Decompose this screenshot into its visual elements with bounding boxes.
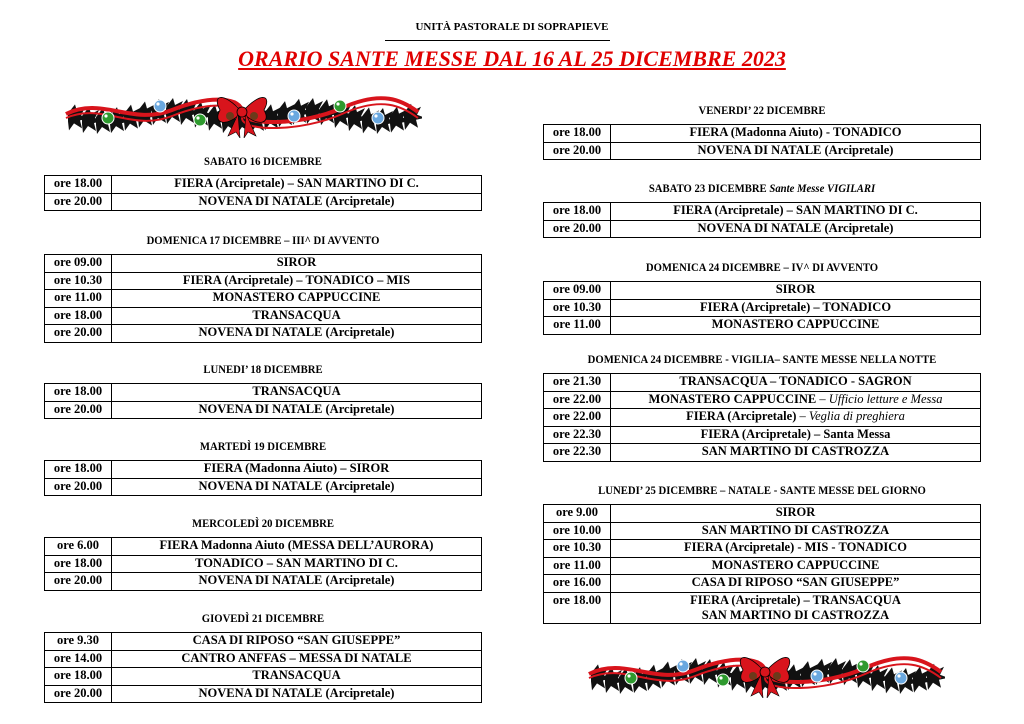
table-row — [45, 325, 482, 343]
table-row — [45, 555, 482, 573]
mass-location — [611, 125, 981, 143]
mass-location — [112, 685, 482, 703]
mass-location — [611, 220, 981, 238]
organization-name: UNITÀ PASTORALE DI SOPRAPIEVE — [415, 21, 609, 33]
mass-location — [112, 573, 482, 591]
mass-time: ore 22.30 — [544, 444, 611, 462]
table-row — [45, 685, 482, 703]
mass-time: ore 09.00 — [544, 282, 611, 300]
mass-time: ore 20.00 — [45, 193, 112, 211]
mass-schedule-table — [543, 504, 981, 624]
mass-schedule-table — [543, 202, 981, 238]
mass-location — [611, 203, 981, 221]
mass-time: ore 22.00 — [544, 391, 611, 409]
location-text: CANTRO ANFFAS – MESSA DI NATALE — [181, 650, 412, 665]
day-heading-text: SABATO 23 DICEMBRE — [648, 183, 767, 195]
day-section — [543, 182, 981, 238]
table-row — [45, 633, 482, 651]
mass-location — [611, 592, 981, 623]
day-heading-text: DOMENICA 24 DICEMBRE - VIGILIA– SANTE MESSE NELLA NOTTE — [587, 354, 937, 366]
table-row — [544, 374, 981, 392]
location-note: – Ufficio letture e Messa — [819, 391, 943, 406]
day-heading-text: DOMENICA 24 DICEMBRE – IV^ DI AVVENTO — [645, 262, 879, 274]
location-text-second-line: SAN MARTINO DI CASTROZZA — [701, 607, 890, 622]
mass-location — [112, 384, 482, 402]
day-heading-text: LUNEDI’ 25 DICEMBRE – NATALE - SANTE MESSE DEL GIORNO — [598, 485, 926, 497]
table-row — [544, 592, 981, 623]
day-heading — [59, 612, 466, 632]
location-text: FIERA (Arcipretale) — [686, 409, 797, 423]
mass-location — [112, 538, 482, 556]
mass-time: ore 18.00 — [45, 668, 112, 686]
table-row — [544, 142, 981, 160]
mass-location — [112, 461, 482, 479]
table-row — [544, 505, 981, 523]
day-heading-text: MARTEDÌ 19 DICEMBRE — [199, 441, 327, 453]
day-heading-note: Sante Messe VIGILARI — [769, 183, 876, 195]
mass-time: ore 10.30 — [544, 299, 611, 317]
day-heading-text: SABATO 16 DICEMBRE — [204, 156, 322, 168]
table-row — [544, 557, 981, 575]
location-text: FIERA (Arcipretale) – SAN MARTINO DI C. — [673, 203, 918, 217]
mass-location — [112, 668, 482, 686]
mass-location — [112, 272, 482, 290]
mass-time: ore 18.00 — [45, 307, 112, 325]
location-text: TRANSACQUA — [252, 307, 341, 322]
mass-time: ore 20.00 — [45, 325, 112, 343]
location-text: SIROR — [775, 505, 816, 519]
mass-time: ore 21.30 — [544, 374, 611, 392]
mass-location — [112, 176, 482, 194]
table-row — [544, 409, 981, 427]
mass-location — [611, 142, 981, 160]
mass-location — [112, 478, 482, 496]
mass-time: ore 18.00 — [45, 384, 112, 402]
location-text: NOVENA DI NATALE (Arcipretale) — [697, 220, 894, 235]
mass-location — [112, 555, 482, 573]
table-row — [45, 478, 482, 496]
location-text: NOVENA DI NATALE (Arcipretale) — [198, 193, 395, 208]
mass-location — [112, 307, 482, 325]
table-row — [45, 668, 482, 686]
mass-time: ore 09.00 — [45, 255, 112, 273]
location-text: NOVENA DI NATALE (Arcipretale) — [198, 478, 395, 493]
mass-schedule-table — [44, 632, 482, 703]
mass-time: ore 20.00 — [45, 685, 112, 703]
table-row — [45, 573, 482, 591]
mass-location — [611, 505, 981, 523]
table-row — [544, 426, 981, 444]
day-heading — [558, 484, 965, 504]
day-heading-text: VENERDI’ 22 DICEMBRE — [698, 105, 826, 117]
mass-location — [611, 391, 981, 409]
mass-time: ore 16.00 — [544, 575, 611, 593]
mass-time: ore 18.00 — [544, 592, 611, 623]
mass-schedule-table — [44, 460, 482, 496]
location-text: NOVENA DI NATALE (Arcipretale) — [198, 401, 395, 416]
day-heading-text: GIOVEDÌ 21 DICEMBRE — [201, 613, 325, 625]
day-section — [44, 234, 482, 343]
table-row — [544, 522, 981, 540]
mass-time: ore 10.00 — [544, 522, 611, 540]
mass-location — [611, 444, 981, 462]
location-text: FIERA (Madonna Aiuto) - TONADICO — [689, 125, 902, 139]
mass-location — [611, 426, 981, 444]
day-heading — [558, 353, 965, 373]
location-text: NOVENA DI NATALE (Arcipretale) — [198, 685, 395, 700]
mass-location — [611, 522, 981, 540]
location-text: FIERA (Arcipretale) – TRANSACQUA — [690, 592, 901, 607]
location-text: SIROR — [775, 282, 816, 296]
day-section — [543, 353, 981, 462]
mass-time: ore 20.00 — [45, 478, 112, 496]
mass-location — [112, 290, 482, 308]
location-text: SAN MARTINO DI CASTROZZA — [701, 444, 890, 458]
table-row — [544, 540, 981, 558]
mass-location — [112, 325, 482, 343]
mass-time: ore 22.00 — [544, 409, 611, 427]
location-text: MONASTERO CAPPUCCINE — [711, 317, 880, 331]
mass-time: ore 11.00 — [544, 557, 611, 575]
location-text: MONASTERO CAPPUCCINE — [711, 557, 880, 572]
mass-time: ore 18.00 — [544, 125, 611, 143]
day-section — [44, 363, 482, 419]
mass-time: ore 9.00 — [544, 505, 611, 523]
location-text: FIERA (Arcipretale) – Santa Messa — [700, 426, 891, 441]
mass-location — [611, 317, 981, 335]
table-row — [544, 575, 981, 593]
location-text: SAN MARTINO DI CASTROZZA — [701, 522, 890, 537]
table-row — [544, 220, 981, 238]
mass-time: ore 18.00 — [544, 203, 611, 221]
mass-time: ore 20.00 — [544, 220, 611, 238]
location-text: CASA DI RIPOSO “SAN GIUSEPPE” — [691, 575, 900, 589]
day-heading-text: LUNEDI’ 18 DICEMBRE — [203, 364, 323, 376]
table-row — [544, 299, 981, 317]
table-row — [544, 317, 981, 335]
location-text: TRANSACQUA — [252, 384, 341, 398]
mass-location — [611, 557, 981, 575]
christmas-garland-icon — [585, 648, 945, 698]
day-section — [44, 612, 482, 703]
table-row — [45, 272, 482, 290]
location-text: SIROR — [276, 255, 317, 269]
location-text: TONADICO – SAN MARTINO DI C. — [195, 555, 398, 570]
mass-location — [112, 633, 482, 651]
mass-time: ore 20.00 — [544, 142, 611, 160]
location-text: MONASTERO CAPPUCCINE — [648, 391, 817, 406]
location-text: FIERA (Arcipretale) – TONADICO — [699, 299, 892, 314]
location-text: MONASTERO CAPPUCCINE — [212, 290, 381, 304]
day-heading-text: MERCOLEDÌ 20 DICEMBRE — [191, 518, 335, 530]
day-section — [543, 261, 981, 335]
location-text: NOVENA DI NATALE (Arcipretale) — [198, 573, 395, 587]
mass-schedule-table — [44, 175, 482, 211]
mass-time: ore 11.00 — [544, 317, 611, 335]
location-text: FIERA (Arcipretale) – TONADICO – MIS — [182, 272, 411, 287]
mass-time: ore 11.00 — [45, 290, 112, 308]
location-text: FIERA (Madonna Aiuto) – SIROR — [203, 461, 390, 475]
page-title: ORARIO SANTE MESSE DAL 16 AL 25 DICEMBRE 2023 — [238, 46, 786, 71]
day-section — [543, 104, 981, 160]
day-heading — [558, 104, 965, 124]
location-text: FIERA Madonna Aiuto (MESSA DELL’AURORA) — [159, 538, 434, 552]
table-row — [544, 444, 981, 462]
mass-time: ore 14.00 — [45, 650, 112, 668]
mass-location — [611, 540, 981, 558]
mass-location — [611, 374, 981, 392]
table-row — [45, 461, 482, 479]
mass-schedule-table — [543, 281, 981, 335]
mass-schedule-table — [44, 537, 482, 591]
day-heading — [59, 234, 466, 254]
location-text: NOVENA DI NATALE (Arcipretale) — [198, 325, 395, 339]
mass-time: ore 10.30 — [544, 540, 611, 558]
mass-time: ore 18.00 — [45, 555, 112, 573]
table-row — [45, 255, 482, 273]
day-heading — [558, 261, 965, 281]
right-column — [543, 0, 981, 724]
location-text: FIERA (Arcipretale) – SAN MARTINO DI C. — [174, 176, 419, 190]
location-text: FIERA (Arcipretale) - MIS - TONADICO — [683, 540, 908, 554]
day-section — [44, 517, 482, 591]
christmas-garland-icon — [62, 88, 422, 138]
location-text: TRANSACQUA — [252, 668, 341, 682]
mass-time: ore 10.30 — [45, 272, 112, 290]
mass-schedule-table — [44, 254, 482, 343]
day-section — [543, 484, 981, 624]
day-heading-text: DOMENICA 17 DICEMBRE – III^ DI AVVENTO — [146, 235, 380, 247]
day-section — [44, 155, 482, 211]
mass-time: ore 6.00 — [45, 538, 112, 556]
table-row — [544, 391, 981, 409]
mass-location — [611, 409, 981, 427]
table-row — [544, 203, 981, 221]
mass-location — [112, 193, 482, 211]
mass-location — [112, 255, 482, 273]
table-row — [45, 307, 482, 325]
location-text: CASA DI RIPOSO “SAN GIUSEPPE” — [192, 633, 401, 647]
location-text: TRANSACQUA – TONADICO - SAGRON — [679, 374, 912, 388]
mass-time: ore 9.30 — [45, 633, 112, 651]
day-heading — [59, 440, 466, 460]
table-row — [544, 125, 981, 143]
mass-time: ore 22.30 — [544, 426, 611, 444]
table-row — [45, 538, 482, 556]
day-heading — [59, 517, 466, 537]
mass-location — [611, 299, 981, 317]
table-row — [45, 384, 482, 402]
mass-location — [112, 401, 482, 419]
day-section — [44, 440, 482, 496]
table-row — [45, 650, 482, 668]
location-note: – Veglia di preghiera — [799, 409, 905, 423]
table-row — [45, 401, 482, 419]
mass-time: ore 20.00 — [45, 573, 112, 591]
mass-location — [112, 650, 482, 668]
day-heading — [558, 182, 965, 202]
mass-location — [611, 575, 981, 593]
mass-time: ore 18.00 — [45, 461, 112, 479]
mass-location — [611, 282, 981, 300]
mass-schedule-table — [543, 124, 981, 160]
location-text: NOVENA DI NATALE (Arcipretale) — [697, 142, 894, 157]
mass-schedule-table — [44, 383, 482, 419]
table-row — [45, 176, 482, 194]
table-row — [45, 290, 482, 308]
table-row — [45, 193, 482, 211]
mass-time: ore 18.00 — [45, 176, 112, 194]
table-row — [544, 282, 981, 300]
day-heading — [59, 363, 466, 383]
mass-time: ore 20.00 — [45, 401, 112, 419]
day-heading — [59, 155, 466, 175]
mass-schedule-table — [543, 373, 981, 462]
